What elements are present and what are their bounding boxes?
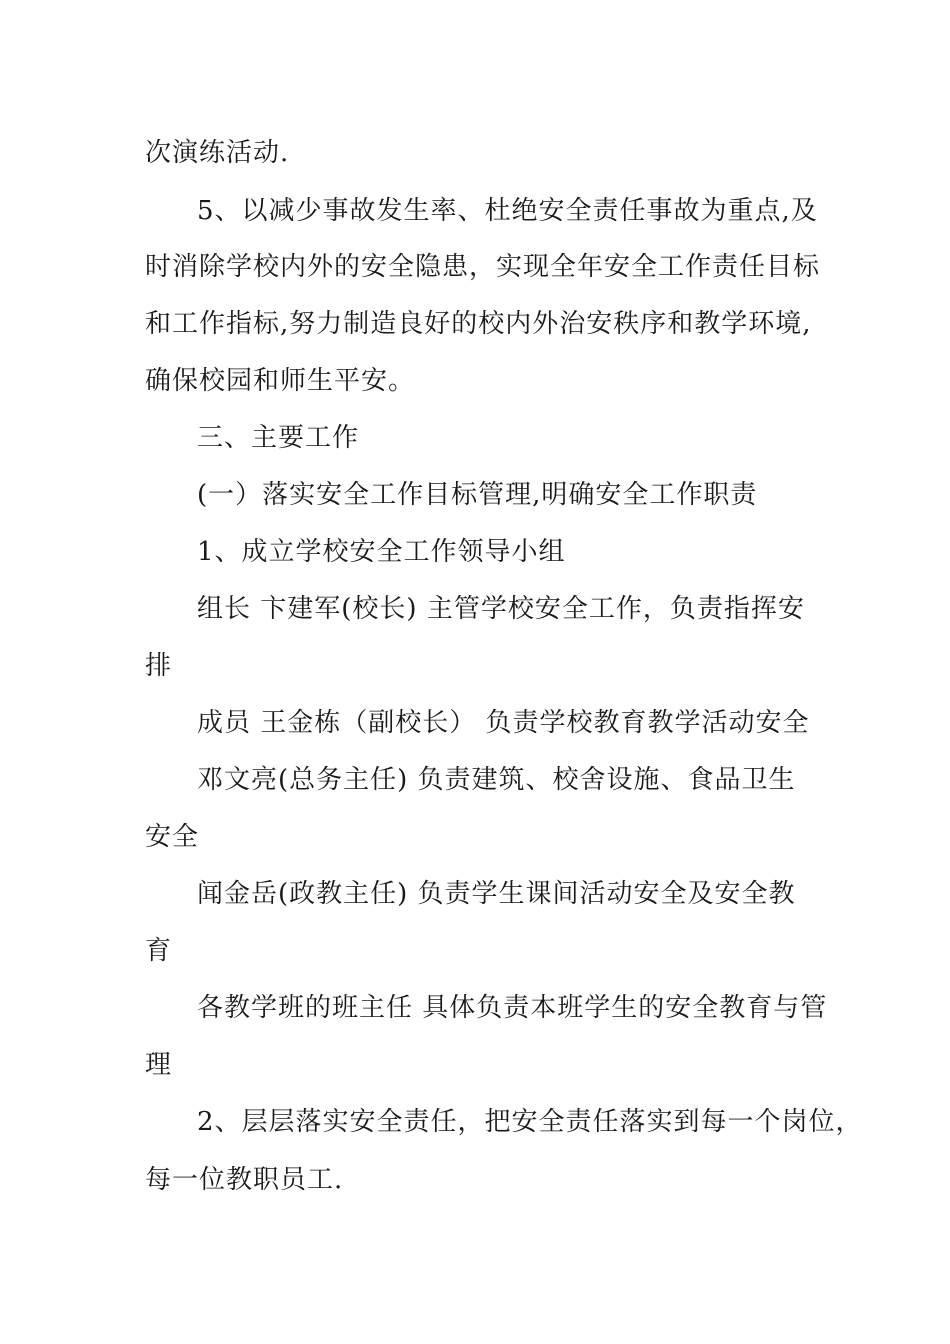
text-line: 成员 王金栋（副校长） 负责学校教育教学活动安全	[197, 708, 810, 738]
text-line: 每一位教职员工.	[145, 1165, 344, 1195]
text-line: 各教学班的班主任 具体负责本班学生的安全教育与管	[197, 993, 828, 1023]
text-line: 排	[145, 651, 173, 681]
text-line: 安全	[145, 822, 200, 852]
text-line: 育	[145, 936, 173, 966]
text-line: 确保校园和师生平安。	[145, 366, 416, 396]
text-line: 次演练活动.	[145, 138, 290, 168]
text-line: 5、以减少事故发生率、杜绝安全责任事故为重点,及	[197, 196, 818, 226]
section-heading: 三、主要工作	[197, 423, 360, 453]
text-line: 理	[145, 1050, 173, 1080]
text-line: 邓文亮(总务主任) 负责建筑、校舍设施、食品卫生	[197, 765, 796, 795]
text-line: 和工作指标,努力制造良好的校内外治安秩序和教学环境,	[145, 309, 812, 339]
subsection-heading: (一）落实安全工作目标管理,明确安全工作职责	[197, 480, 758, 510]
text-line: 闻金岳(政教主任) 负责学生课间活动安全及安全教	[197, 879, 796, 909]
text-line: 组长 卞建军(校长) 主管学校安全工作，负责指挥安	[197, 594, 805, 624]
text-line: 1、成立学校安全工作领导小组	[197, 537, 566, 567]
text-line: 2、层层落实安全责任，把安全责任落实到每一个岗位，	[197, 1107, 863, 1137]
text-line: 时消除学校内外的安全隐患，实现全年安全工作责任目标	[145, 252, 821, 282]
